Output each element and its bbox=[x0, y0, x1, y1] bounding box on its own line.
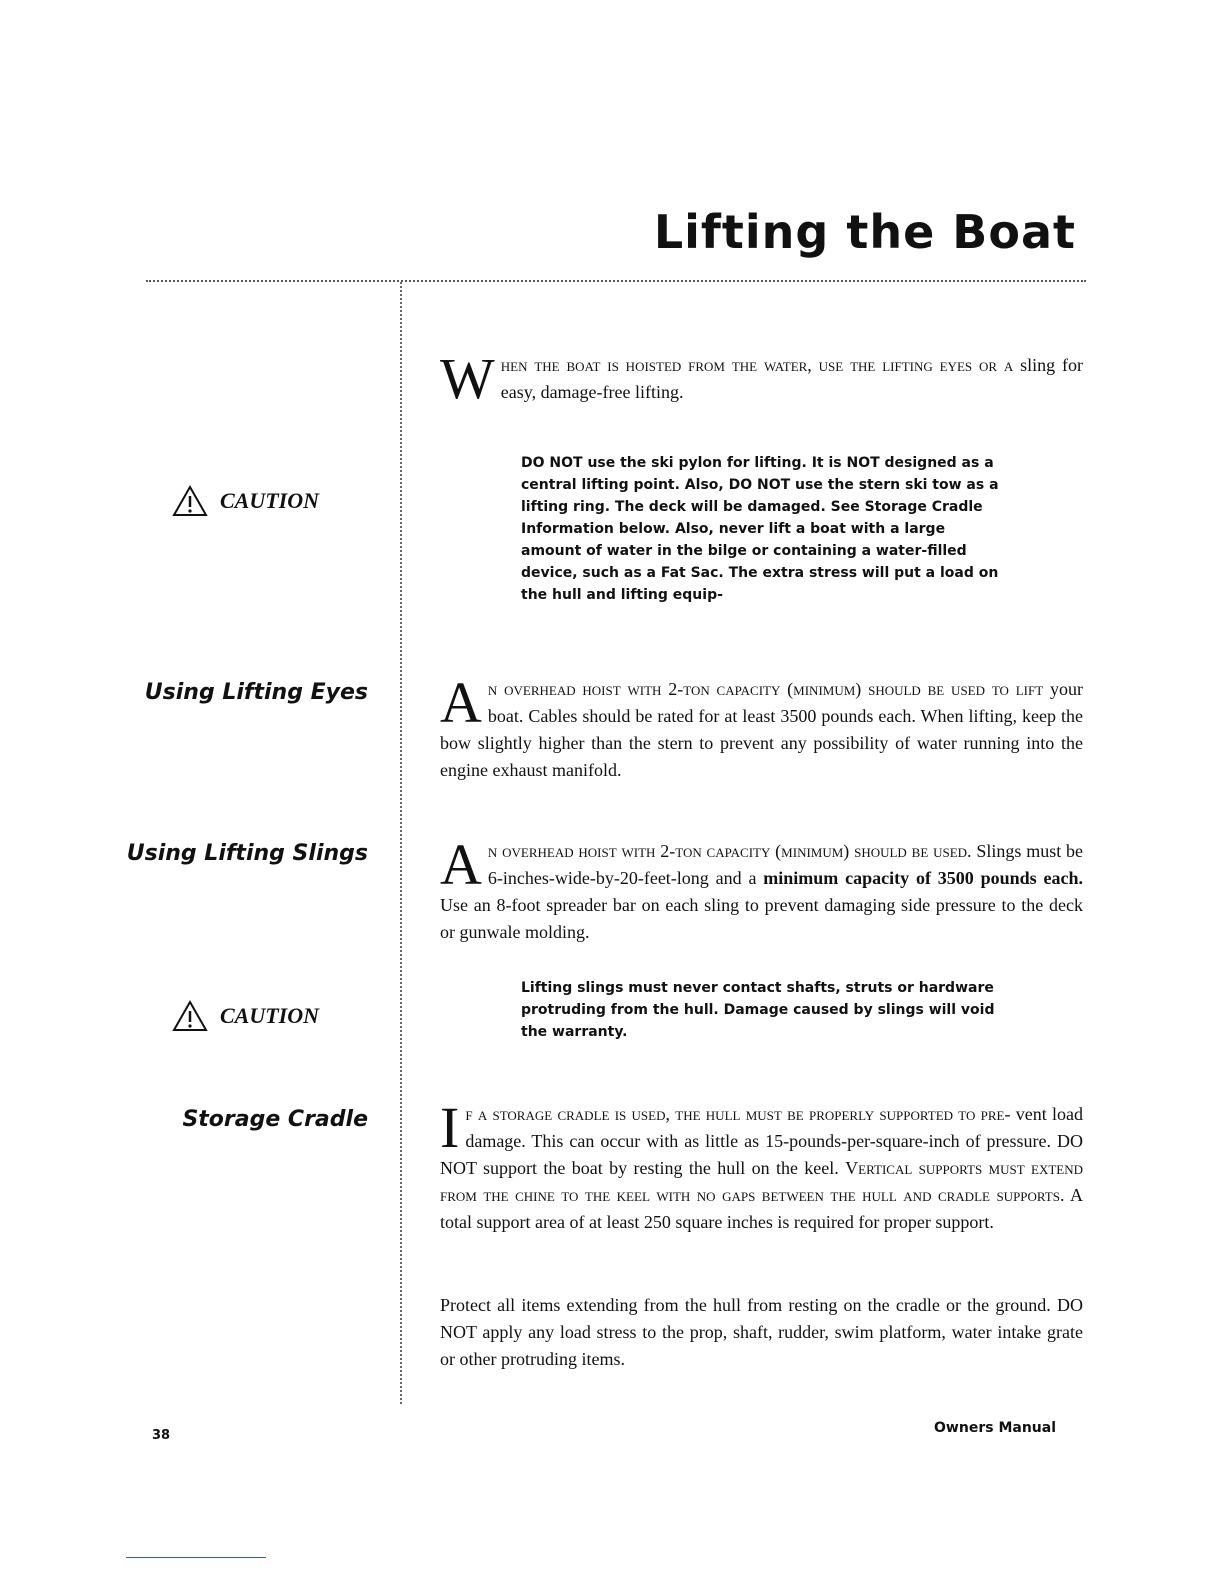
caution-label-1 bbox=[172, 485, 319, 517]
footer-rule bbox=[126, 1557, 266, 1558]
lead-in-caps: n overhead hoist with 2-ton capacity (minimum) should be used. bbox=[487, 841, 972, 861]
paragraph-text: your boat. Cables should be rated for at least 3500 pounds each. When lifting, keep the bow slightly higher than the stern to prevent any possibility of water running into the engine exhaust manifold. bbox=[440, 679, 1084, 780]
caution-text-2: CAUTION bbox=[220, 1003, 320, 1028]
paragraph-text: Slings must be 6-inches-wide-by-20-feet-long and a bbox=[487, 841, 1084, 888]
paragraph-bold-text: minimum capacity of 3500 pounds each. bbox=[763, 868, 1083, 888]
caution-body-1: DO NOT use the ski pylon for lifting. It is NOT designed as a central lifting point. Also, DO NOT use the stern ski tow as a lifting ring. The deck will be damaged. See Storage Cradle Information below. Also, never lift a boat with a large amount of water in the bilge or containing a water-filled device, such as a Fat Sac. The extra stress will put a load on the hull and lifting equip- bbox=[521, 455, 999, 603]
lifting-eyes-paragraph bbox=[440, 670, 1084, 784]
column-divider bbox=[400, 282, 402, 1404]
drop-cap: A bbox=[440, 670, 482, 735]
paragraph-text: vent load damage. This can occur with as little as 15-pounds-per-square-inch of pressure. DO NOT support the boat by resting the hull on the keel. bbox=[440, 1104, 1083, 1178]
caution-body-2: Lifting slings must never contact shafts, struts or hardware protruding from the hull. Damage caused by slings will void the warranty. bbox=[521, 980, 995, 1040]
drop-cap: A bbox=[440, 832, 482, 897]
warning-triangle-icon bbox=[172, 1000, 208, 1032]
lead-in-caps: f a storage cradle is used, the hull must be properly supported to pre- bbox=[465, 1104, 1011, 1124]
drop-cap: W bbox=[440, 346, 495, 411]
heading-using-lifting-slings: Using Lifting Slings bbox=[126, 841, 368, 866]
page-title: Lifting the Boat bbox=[653, 205, 1076, 259]
caution-text-1: CAUTION bbox=[220, 488, 320, 513]
warning-triangle-icon bbox=[172, 485, 208, 517]
paragraph-text: Use an 8-foot spreader bar on each sling to prevent damaging side pressure to the deck or gunwale molding. bbox=[440, 895, 1083, 942]
storage-cradle-paragraph bbox=[440, 1095, 1084, 1236]
lead-in-caps: n overhead hoist with 2-ton capacity (minimum) should be used to lift bbox=[487, 679, 1044, 699]
lifting-slings-paragraph bbox=[440, 832, 1084, 946]
paragraph-caps-text: Vertical supports must extend from the chine to the keel with no gaps between the hull and cradle supports. bbox=[440, 1158, 1084, 1205]
caution-label-2 bbox=[172, 1000, 319, 1032]
intro-paragraph bbox=[440, 346, 1083, 411]
header-divider bbox=[146, 280, 1086, 282]
lead-in-caps: hen the boat is hoisted from the water, use the lifting eyes or a bbox=[500, 355, 1014, 375]
drop-cap: I bbox=[440, 1095, 460, 1160]
heading-using-lifting-eyes: Using Lifting Eyes bbox=[144, 680, 368, 705]
paragraph-text: sling for easy, damage-free lifting. bbox=[500, 355, 1083, 402]
storage-cradle-paragraph-2: Protect all items extending from the hull from resting on the cradle or the ground. DO NOT apply any load stress to the prop, shaft, rudder, swim platform, water intake grate or other protruding items. bbox=[440, 1295, 1083, 1369]
page-number: 38 bbox=[152, 1428, 171, 1443]
paragraph-text: A total support area of at least 250 square inches is required for proper support. bbox=[440, 1185, 1083, 1232]
heading-storage-cradle: Storage Cradle bbox=[182, 1107, 368, 1132]
footer-title: Owners Manual bbox=[934, 1420, 1056, 1436]
